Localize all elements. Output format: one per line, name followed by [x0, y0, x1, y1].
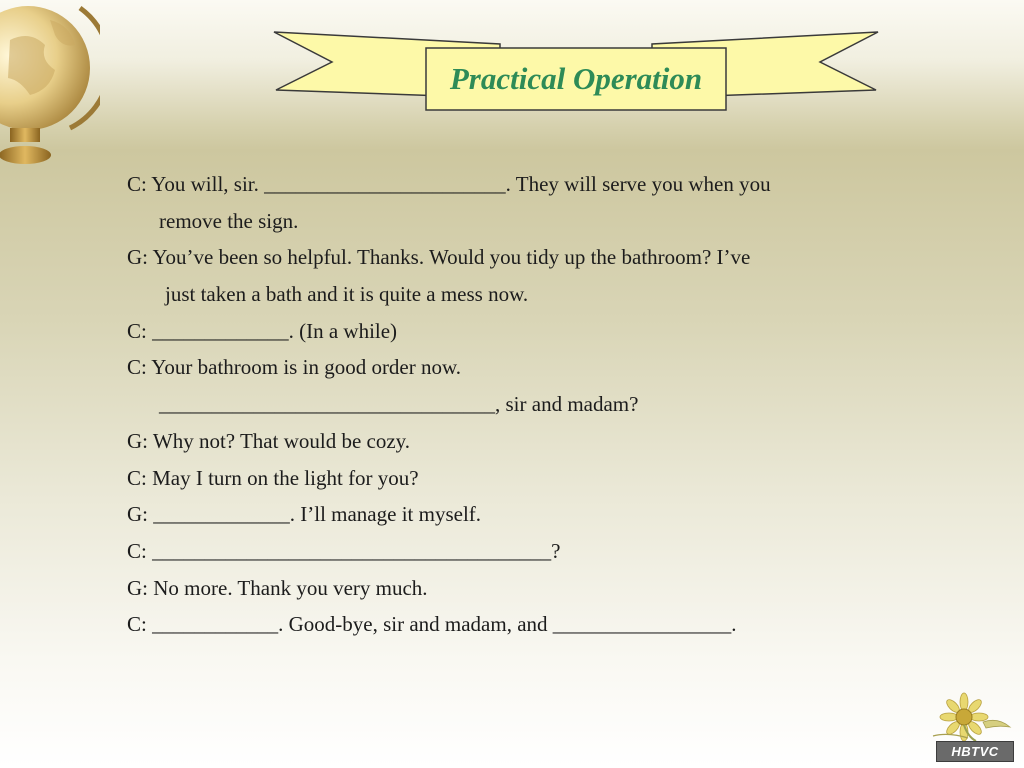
dialogue-text	[127, 166, 947, 643]
dialogue-line: C: ____________. Good-bye, sir and madam, and _________________.	[127, 612, 737, 637]
logo-label: HBTVC	[936, 741, 1014, 762]
dialogue-line: remove the sign.	[159, 208, 299, 233]
dialogue-line: G: _____________. I’ll manage it myself.	[127, 502, 482, 527]
dialogue-line: C: You will, sir. _______________________. They will serve you when you	[127, 172, 771, 196]
dialogue-line: C: ______________________________________?	[127, 538, 561, 563]
globe-icon	[0, 0, 100, 170]
dialogue-line: C: _____________. (In a while)	[127, 318, 398, 343]
dialogue-line: G: No more. Thank you very much.	[127, 575, 428, 600]
dialogue-line: C: Your bathroom is in good order now.	[127, 355, 462, 380]
dialogue-line: G: Why not? That would be cozy.	[127, 428, 411, 453]
slide-title: Practical Operation	[449, 61, 703, 96]
dialogue-line: ________________________________, sir and madam?	[159, 392, 639, 417]
dialogue-line: just taken a bath and it is quite a mess now.	[165, 282, 529, 307]
dialogue-line: G: You’ve been so helpful. Thanks. Would you tidy up the bathroom? I’ve	[127, 245, 751, 270]
dialogue-line: C: May I turn on the light for you?	[127, 465, 419, 490]
